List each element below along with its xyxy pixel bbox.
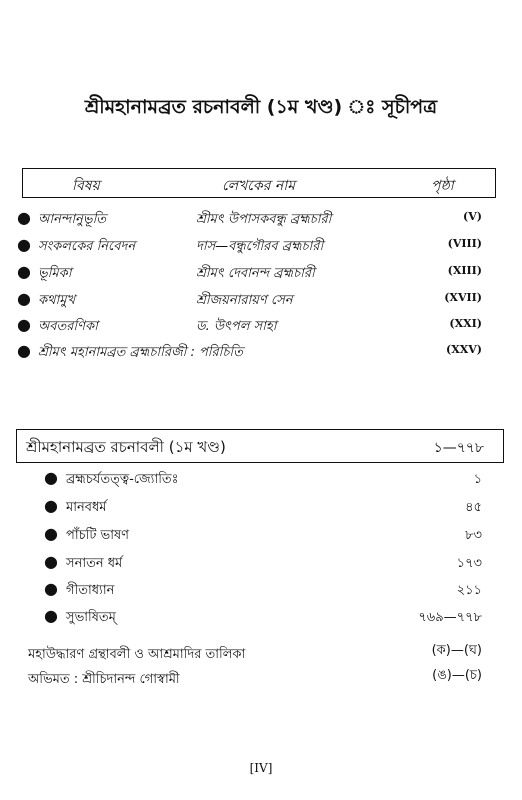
volume-pages: ১—৭৭৮ (433, 440, 484, 456)
list-item (0, 291, 522, 313)
bullet-icon: ● (17, 341, 31, 360)
entry-subject: শ্রীমৎ মহানামব্রত ব্রহ্মচারিজী : পরিচিতি (38, 345, 243, 360)
list-item (0, 317, 522, 339)
bullet-icon: ● (44, 496, 58, 515)
appendix-pages: (ক)—(ঘ) (431, 643, 482, 658)
list-item (0, 264, 522, 286)
bullet-icon: ● (17, 262, 31, 281)
list-item (0, 526, 522, 548)
appendix-title: মহাউদ্ধারণ গ্রন্থাবলী ও আশ্রমাদির তালিকা (28, 647, 246, 662)
entry-author: শ্রীমৎ উপাসকবন্ধু ব্রহ্মচারী (196, 212, 332, 227)
entry-page: ৭৬৯—৭৭৮ (418, 610, 482, 625)
bullet-icon: ● (44, 606, 58, 625)
page-number: [IV] (249, 761, 273, 775)
entry-page: (VIII) (447, 237, 482, 250)
list-item (0, 237, 522, 259)
list-item (0, 498, 522, 520)
bullet-icon: ● (17, 235, 31, 254)
entry-subject: সংকলকের নিবেদন (38, 239, 136, 254)
entry-page: ৮৩ (465, 528, 482, 543)
opinion-pages: (ঙ)—(চ) (432, 668, 482, 683)
entry-page: (V) (463, 210, 482, 223)
entry-subject: মানবধর্ম (66, 500, 107, 515)
entry-page: ২১১ (456, 583, 482, 598)
entry-subject: ভূমিকা (38, 266, 72, 281)
bullet-icon: ● (17, 315, 31, 334)
entry-subject: গীতাধ্যান (66, 583, 115, 598)
bullet-icon: ● (44, 579, 58, 598)
entry-subject: আনন্দানুভূতি (38, 212, 107, 227)
entry-subject: পাঁচটি ভাষণ (66, 528, 130, 543)
list-item (0, 608, 522, 630)
entry-page: ১ (473, 472, 482, 487)
entry-author: শ্রীজয়নারায়ণ সেন (196, 293, 293, 308)
entry-subject: সনাতন ধর্ম (66, 556, 123, 571)
entry-subject: অবতরণিকা (38, 319, 98, 334)
header-author: লেখকের নাম (222, 178, 296, 194)
entry-page: ৪৫ (465, 500, 482, 515)
entry-page: (XVII) (444, 291, 482, 304)
entry-subject: কথামুখ (38, 293, 76, 308)
bullet-icon: ● (44, 524, 58, 543)
header-page: পৃষ্ঠা (431, 178, 454, 194)
list-item (0, 581, 522, 603)
page-title: শ্রীমহানামব্রত রচনাবলী (১ম খণ্ড) ঃ সূচীপত্র (84, 96, 438, 118)
entry-author: ড. উৎপল সাহা (196, 319, 277, 334)
bullet-icon: ● (17, 208, 31, 227)
list-item (0, 470, 522, 492)
entry-page: (XXV) (445, 343, 482, 356)
entry-subject: ব্রহ্মচর্যতত্ত্ব-জ্যোতিঃ (66, 472, 179, 487)
volume-title: শ্রীমহানামব্রত রচনাবলী (১ম খণ্ড) (26, 438, 226, 456)
entry-page: (XIII) (447, 264, 482, 277)
list-item (0, 210, 522, 232)
opinion-title: অভিমত : শ্রীচিদানন্দ গোস্বামী (28, 672, 180, 687)
entry-subject: সুভাষিতম্ (66, 610, 116, 625)
bullet-icon: ● (44, 468, 58, 487)
list-item (0, 554, 522, 576)
bullet-icon: ● (44, 552, 58, 571)
entry-author: দাস—বন্ধুগৌরব ব্রহ্মচারী (196, 239, 324, 254)
header-subject: বিষয় (72, 178, 100, 194)
entry-page: ১৭৩ (456, 556, 482, 571)
entry-author: শ্রীমৎ দেবানন্দ ব্রহ্মচারী (196, 266, 315, 281)
bullet-icon: ● (17, 289, 31, 308)
list-item (0, 343, 522, 365)
entry-page: (XXI) (449, 317, 482, 330)
